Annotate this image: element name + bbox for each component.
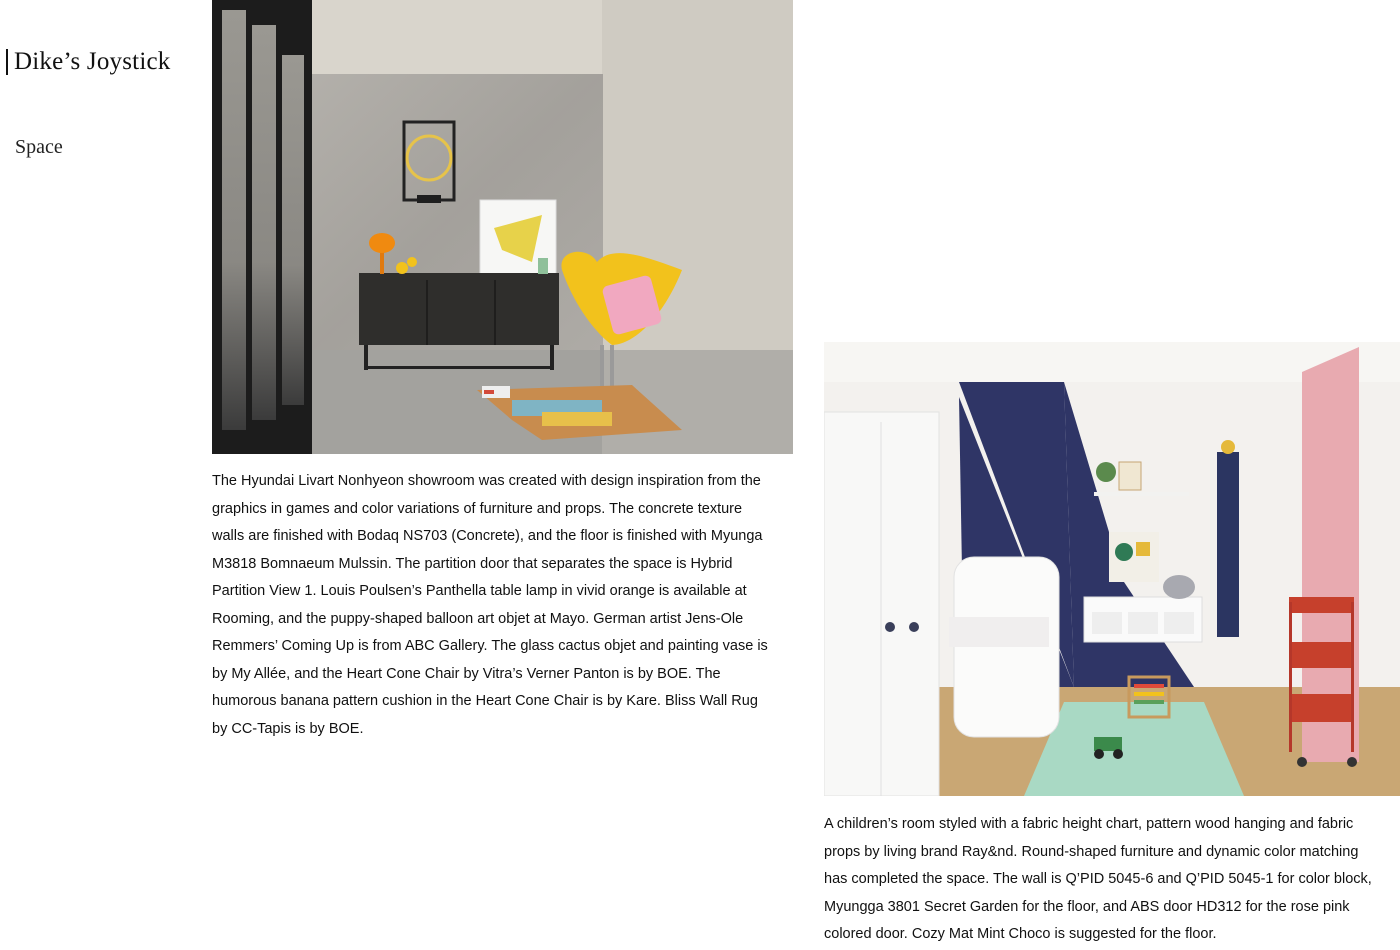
brand-logo[interactable] [6, 48, 170, 76]
showroom-caption: The Hyundai Livart Nonhyeon showroom was created with design inspiration from the graphics in games and color variations of furniture and props. The concrete texture walls are finished with Bodaq NS703 (Concrete), and the floor is finished with Myunga M3818 Bomnaeum Mulssin. The partition door that separates the space is Hybrid Partition View 1. Louis Poulsen’s Panthella table lamp in vivid orange is available at Rooming, and the puppy-shaped balloon art objet at Mayo. German artist Jens-Ole Remmers’ Coming Up is from ABC Gallery. The glass cactus objet and painting vase is by My Allée, and the Heart Cone Chair by Vitra’s Verner Panton is by BOE. The humorous banana pattern cushion in the Heart Cone Chair is by Kare. Bliss Wall Rug by CC-Tapis is by BOE. [212, 473, 768, 737]
childrens-room-photo [824, 342, 1400, 796]
showroom-photo [212, 0, 793, 454]
brand-divider [6, 49, 8, 75]
childrens-room-caption: A children’s room styled with a fabric height chart, pattern wood hanging and fabric props by living brand Ray&nd. Round-shaped furniture and dynamic color matching has completed the space. The wall is Q’PID 5045-6 and Q’PID 5045-1 for color block, Myungga 3801 Secret Garden for the floor, and ABS door HD312 for the rose pink colored door. Cozy Mat Mint Choco is suggested for the floor. [824, 816, 1372, 942]
brand-name: Dike’s Joystick [14, 48, 171, 75]
nav-space-link[interactable]: Space [15, 136, 63, 158]
